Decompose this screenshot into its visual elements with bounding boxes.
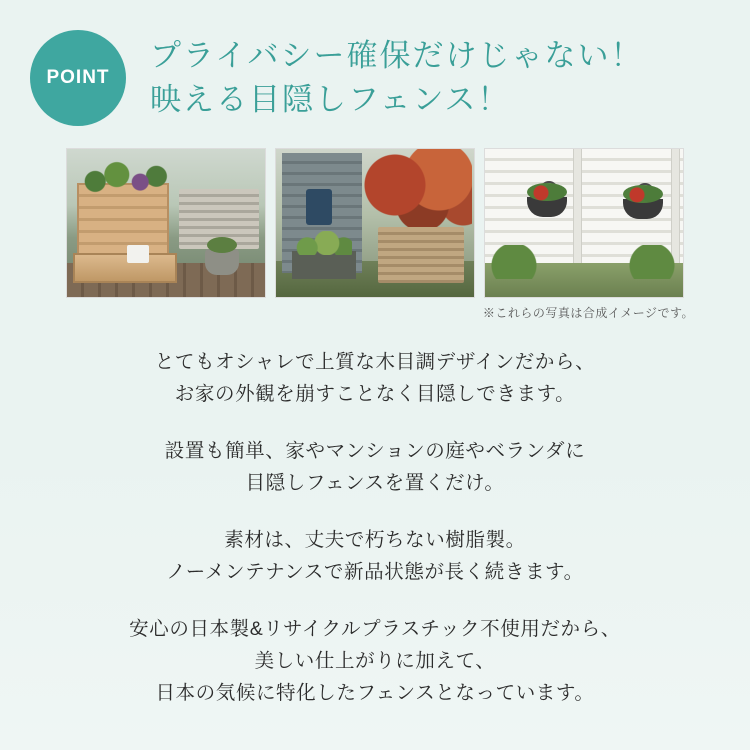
photo-disclaimer: ※これらの写真は合成イメージです。 bbox=[482, 306, 694, 320]
watering-can bbox=[127, 245, 149, 263]
fence-post-left bbox=[573, 149, 582, 267]
photo-dark-fence bbox=[275, 148, 475, 298]
point-badge: POINT bbox=[30, 30, 126, 126]
bench bbox=[378, 227, 464, 283]
paragraph-3-line-1: 素材は、丈夫で朽ちない樹脂製。 bbox=[224, 529, 526, 552]
paragraph-3 bbox=[0, 525, 750, 588]
paragraph-2 bbox=[0, 436, 750, 499]
flower-pot bbox=[205, 249, 239, 275]
paragraph-2-line-1: 設置も簡単、家やマンションの庭やベランダに bbox=[164, 440, 586, 463]
planter-box bbox=[73, 253, 177, 283]
photo-wood-fence bbox=[66, 148, 266, 298]
plants bbox=[79, 161, 169, 195]
headline-line-1: プライバシー確保だけじゃない！ bbox=[150, 38, 644, 73]
headline-line-2: 映える目隠しフェンス！ bbox=[150, 82, 511, 118]
shrub bbox=[629, 245, 675, 279]
photo-white-fence bbox=[484, 148, 684, 298]
header bbox=[0, 0, 750, 126]
maple-tree bbox=[362, 149, 472, 239]
photo-gallery bbox=[0, 148, 750, 298]
mailbox bbox=[306, 189, 332, 225]
paragraph-1-line-2: お家の外観を崩すことなく目隠しできます。 bbox=[174, 382, 576, 405]
paragraph-4 bbox=[0, 614, 750, 709]
paragraph-1-line-1: とてもオシャレで上質な木目調デザインだから、 bbox=[154, 351, 596, 373]
paragraph-4-line-2: 美しい仕上がりに加えて、 bbox=[254, 650, 496, 673]
paragraph-2-line-2: 目隠しフェンスを置くだけ。 bbox=[245, 471, 505, 494]
paragraph-4-line-3: 日本の気候に特化したフェンスとなっています。 bbox=[155, 681, 595, 704]
body-copy bbox=[0, 347, 750, 709]
planter-box bbox=[292, 251, 356, 279]
paragraph-4-line-1: 安心の日本製&リサイクルプラスチック不使用だから、 bbox=[129, 618, 621, 641]
paragraph-1 bbox=[0, 347, 750, 410]
shrub bbox=[491, 245, 537, 279]
paragraph-3-line-2: ノーメンテナンスで新品状態が長く続きます。 bbox=[166, 560, 584, 583]
page-title bbox=[150, 28, 643, 122]
